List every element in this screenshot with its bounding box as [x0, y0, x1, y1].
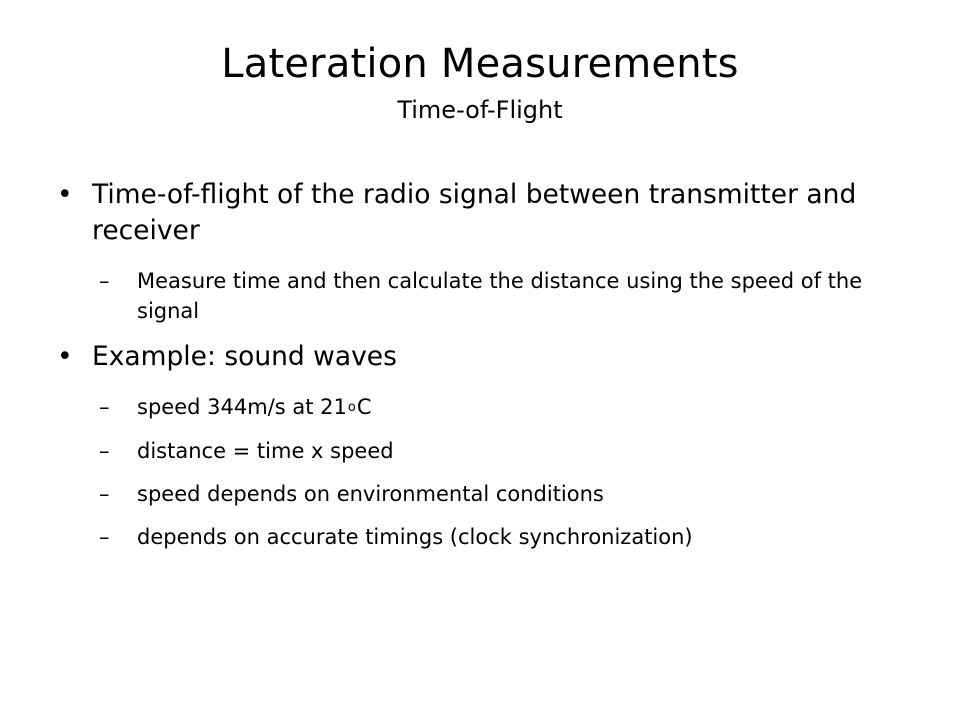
sub-bullet-item — [55, 479, 915, 509]
slide-subtitle: Time-of-Flight — [397, 96, 563, 124]
unit-text: C — [356, 395, 372, 419]
bullet-marker: • — [57, 179, 73, 210]
sub-bullet-text: distance = time x speed — [137, 439, 394, 463]
degree-superscript: o — [347, 400, 356, 415]
sub-bullet-item — [55, 392, 915, 423]
sub-bullet-text: Measure time and then calculate the distance using the speed of the signal — [137, 269, 863, 323]
dash-marker: – — [99, 269, 110, 293]
slide-title: Lateration Measurements — [221, 41, 739, 87]
sub-bullet-item — [55, 436, 915, 466]
sub-bullet-item — [55, 266, 915, 326]
sub-bullet-text: speed depends on environmental conditions — [137, 482, 604, 506]
dash-marker: – — [99, 482, 110, 506]
bullet-marker: • — [57, 341, 73, 372]
sub-bullet-item — [55, 522, 915, 552]
slide-content — [55, 177, 915, 565]
sub-bullet-text — [137, 395, 372, 419]
slide-title-block — [0, 38, 960, 126]
sub-bullet-text: depends on accurate timings (clock synchronization) — [137, 525, 693, 549]
dash-marker: – — [99, 395, 110, 419]
dash-marker: – — [99, 439, 110, 463]
dash-marker: – — [99, 525, 110, 549]
speed-text: speed 344m/s at 21 — [137, 395, 347, 419]
bullet-text: Example: sound waves — [92, 341, 397, 372]
bullet-item — [55, 177, 915, 249]
bullet-item — [55, 339, 915, 375]
bullet-text: Time-of-flight of the radio signal between transmitter and receiver — [92, 179, 857, 246]
